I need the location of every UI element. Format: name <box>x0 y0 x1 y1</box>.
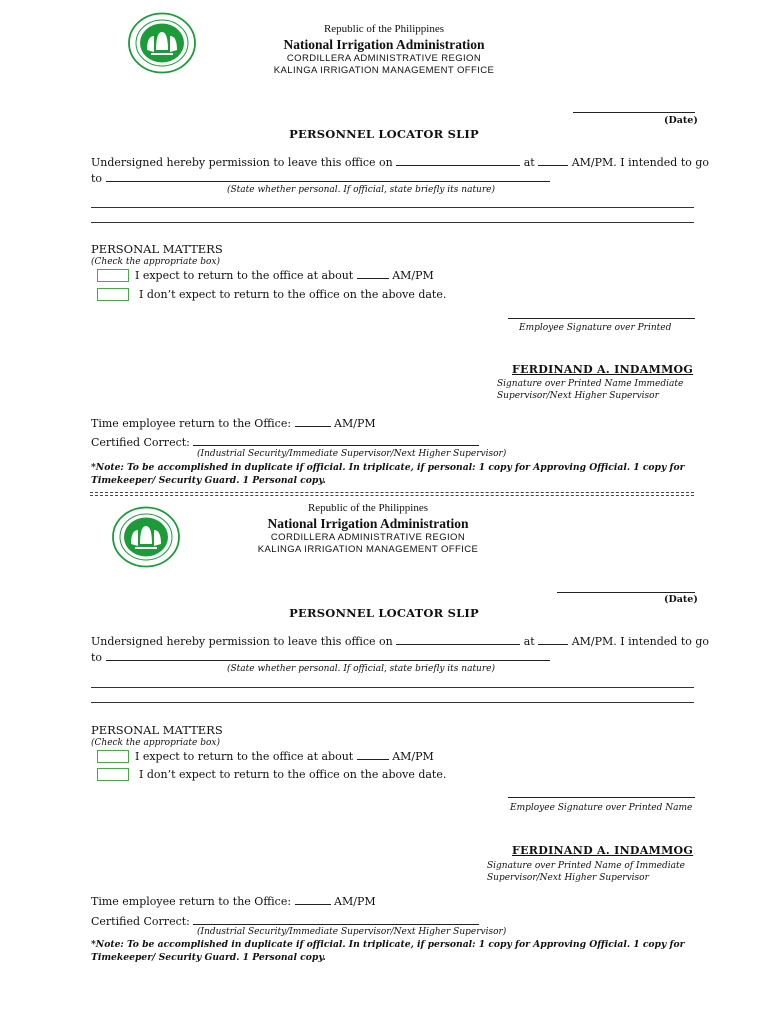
no-return-label: I don’t expect to return to the office on the above date. <box>139 768 447 781</box>
personal-matters-title: PERSONAL MATTERS <box>91 723 223 737</box>
ampm-intend: AM/PM. I intended to go <box>571 635 710 648</box>
nature-line-2[interactable] <box>91 702 694 703</box>
certified-line <box>91 435 479 449</box>
date-label: (Date) <box>664 115 698 126</box>
form-title: PERSONNEL LOCATOR SLIP <box>289 606 479 620</box>
employee-signature-caption: Employee Signature over Printed Name <box>510 803 693 813</box>
employee-signature-field[interactable] <box>508 797 695 798</box>
return-time-line <box>91 416 376 430</box>
header-republic: Republic of the Philippines <box>307 502 429 514</box>
return-expected-option <box>135 268 434 282</box>
nature-note: (State whether personal. If official, state briefly its nature) <box>227 664 495 674</box>
no-return-checkbox[interactable] <box>97 768 129 781</box>
nia-seal-icon <box>111 506 181 568</box>
return-time-label: Time employee return to the Office: <box>91 895 292 908</box>
check-instruction: (Check the appropriate box) <box>91 257 220 267</box>
return-time-field[interactable] <box>357 268 389 279</box>
check-instruction: (Check the appropriate box) <box>91 738 220 748</box>
header-office: KALINGA IRRIGATION MANAGEMENT OFFICE <box>257 544 479 555</box>
certified-label: Certified Correct: <box>91 436 190 449</box>
duplicate-note-line-1: *Note: To be accomplished in duplicate if official. In triplicate, if personal: 1 copy for Approving Official. 1 copy for <box>91 462 685 473</box>
actual-return-time-field[interactable] <box>295 894 331 905</box>
certified-label: Certified Correct: <box>91 915 190 928</box>
header-agency: National Irrigation Administration <box>283 37 485 52</box>
personal-matters-title: PERSONAL MATTERS <box>91 242 223 256</box>
nature-line-2[interactable] <box>91 222 694 223</box>
supervisor-name: FERDINAND A. INDAMMOG <box>512 363 694 376</box>
form-title: PERSONNEL LOCATOR SLIP <box>289 127 479 141</box>
return-ampm: AM/PM <box>392 750 434 763</box>
header-republic: Republic of the Philippines <box>323 23 445 35</box>
supervisor-name: FERDINAND A. INDAMMOG <box>512 844 694 857</box>
return-time-ampm: AM/PM <box>334 417 376 430</box>
return-expected-checkbox[interactable] <box>97 750 129 763</box>
employee-signature-field[interactable] <box>508 318 695 319</box>
destination-line <box>91 171 550 185</box>
return-time-field[interactable] <box>357 749 389 760</box>
permission-line <box>91 155 709 169</box>
certified-signature-field[interactable] <box>193 914 479 925</box>
duplicate-note-line-1: *Note: To be accomplished in duplicate if official. In triplicate, if personal: 1 copy for Approving Official. 1 copy for <box>91 939 685 950</box>
duplicate-note-line-2: Timekeeper/ Security Guard. 1 Personal copy. <box>91 952 326 963</box>
at-label: at <box>523 156 535 169</box>
locator-slip-2 <box>0 479 768 969</box>
leave-date-field[interactable] <box>396 634 520 645</box>
leave-time-field[interactable] <box>538 634 568 645</box>
nature-line-1[interactable] <box>91 687 694 688</box>
supervisor-caption-line-2: Supervisor/Next Higher Supervisor <box>497 391 659 401</box>
header-region: CORDILLERA ADMINISTRATIVE REGION <box>286 53 482 64</box>
leave-date-field[interactable] <box>396 155 520 166</box>
supervisor-caption <box>487 860 685 884</box>
header-office: KALINGA IRRIGATION MANAGEMENT OFFICE <box>273 65 495 76</box>
leave-time-field[interactable] <box>538 155 568 166</box>
certified-signature-field[interactable] <box>193 435 479 446</box>
permission-prefix: Undersigned hereby permission to leave this office on <box>91 635 393 648</box>
supervisor-caption-line-1: Signature over Printed Name Immediate <box>497 379 684 389</box>
supervisor-caption <box>497 378 683 402</box>
destination-line <box>91 650 550 664</box>
nature-note: (State whether personal. If official, state briefly its nature) <box>227 185 495 195</box>
return-expected-label: I expect to return to the office at about <box>135 750 354 763</box>
locator-slip-1 <box>0 0 768 490</box>
destination-field[interactable] <box>106 171 550 182</box>
ampm-intend: AM/PM. I intended to go <box>571 156 710 169</box>
permission-prefix: Undersigned hereby permission to leave this office on <box>91 156 393 169</box>
date-field[interactable] <box>573 112 695 113</box>
return-ampm: AM/PM <box>392 269 434 282</box>
date-field[interactable] <box>557 592 695 593</box>
no-return-label: I don’t expect to return to the office on the above date. <box>139 288 447 301</box>
return-expected-checkbox[interactable] <box>97 269 129 282</box>
return-time-ampm: AM/PM <box>334 895 376 908</box>
certified-line <box>91 914 479 928</box>
permission-line <box>91 634 709 648</box>
to-label: to <box>91 172 103 185</box>
certified-caption: (Industrial Security/Immediate Supervisor/Next Higher Supervisor) <box>197 927 507 937</box>
return-time-label: Time employee return to the Office: <box>91 417 292 430</box>
employee-signature-caption: Employee Signature over Printed <box>519 323 672 333</box>
header-agency: National Irrigation Administration <box>267 516 469 531</box>
return-expected-option <box>135 749 434 763</box>
supervisor-caption-line-1: Signature over Printed Name of Immediate <box>487 861 685 871</box>
nia-logo <box>111 506 181 568</box>
header-region: CORDILLERA ADMINISTRATIVE REGION <box>270 532 466 543</box>
supervisor-caption-line-2: Supervisor/Next Higher Supervisor <box>487 873 649 883</box>
destination-field[interactable] <box>106 650 550 661</box>
certified-caption: (Industrial Security/Immediate Supervisor/Next Higher Supervisor) <box>197 449 507 459</box>
return-expected-label: I expect to return to the office at about <box>135 269 354 282</box>
actual-return-time-field[interactable] <box>295 416 331 427</box>
to-label: to <box>91 651 103 664</box>
nature-line-1[interactable] <box>91 207 694 208</box>
at-label: at <box>523 635 535 648</box>
return-time-line <box>91 894 376 908</box>
no-return-checkbox[interactable] <box>97 288 129 301</box>
duplicate-note-line-2: Timekeeper/ Security Guard. 1 Personal copy. <box>91 475 326 486</box>
date-label: (Date) <box>664 594 698 605</box>
